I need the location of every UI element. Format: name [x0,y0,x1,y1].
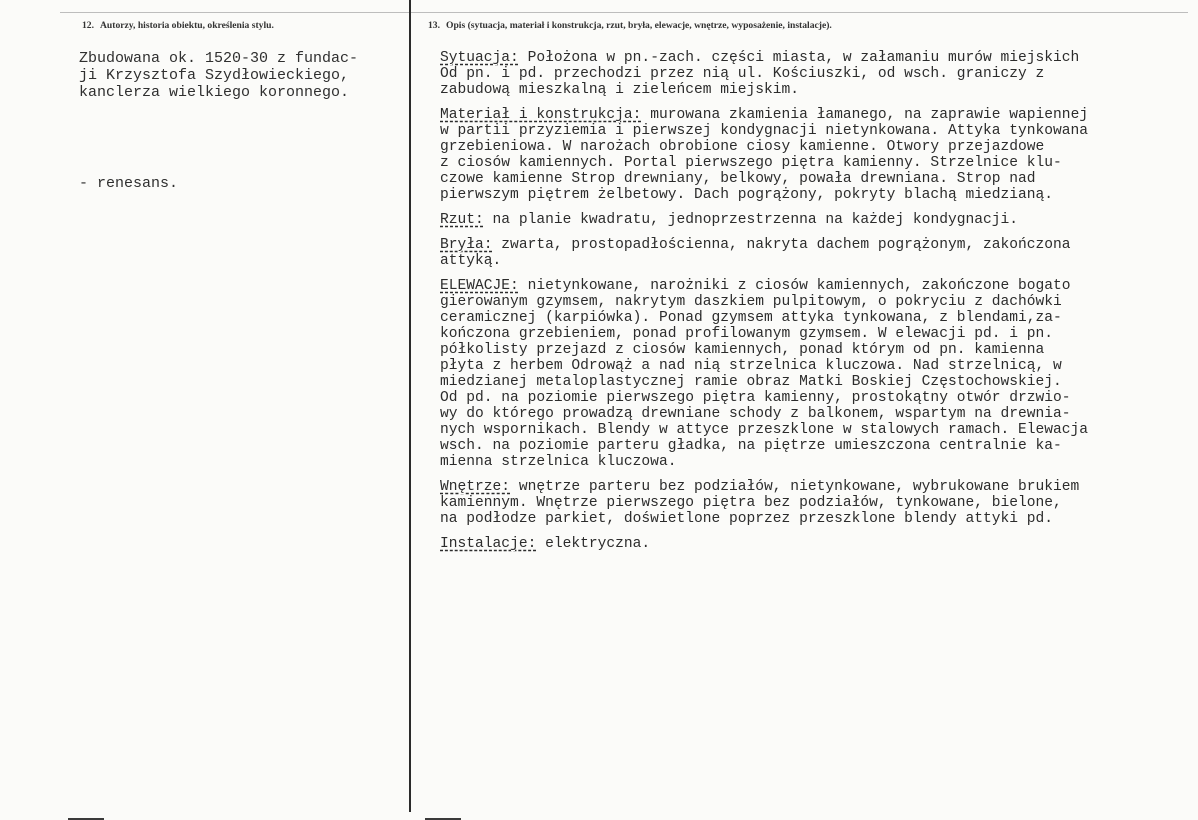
section-line: nych wspornikach. Blendy w attyce przeszklone w stalowych ramach. Elewacja [440,422,1089,438]
section-situation [440,50,1192,98]
section-label: Rzut: [440,212,484,228]
section-line: kamiennym. Wnętrze pierwszego piętra bez podziałów, tynkowane, bielone, [440,495,1062,511]
header-description-title: Opis (sytuacja, materiał i konstrukcja, rzut, bryła, elewacje, wnętrze, wyposażenie, instalacje). [446,20,832,31]
header-description-number: 13. [428,20,440,31]
section-line [440,278,1192,294]
section-text: na planie kwadratu, jednoprzestrzenna na każdej kondygnacji. [483,212,1019,228]
history-text [79,50,404,101]
section-label: Materiał i konstrukcja: [440,107,642,123]
section-line: pierwszym piętrem żelbetowy. Dach pogrążony, pokryty blachą miedzianą. [440,187,1054,203]
section-line: ceramicznej (karpiówka). Ponad gzymsem attyka tynkowana, z blendami,za- [440,310,1062,326]
section-line: kończona grzebieniem, ponad profilowanym gzymsem. W elewacji pd. i pn. [440,326,1054,342]
section-line: grzebieniowa. W narożach obrobione ciosy kamienne. Otwory przejazdowe [440,139,1045,155]
section-line [440,50,1192,66]
history-line: ji Krzysztofa Szydłowieckiego, [79,67,350,84]
top-rule [60,12,1188,13]
section-line: wy do którego prowadzą drewniane schody z balkonem, wspartym na drewnia- [440,406,1071,422]
section-line: mienna strzelnica kluczowa. [440,454,677,470]
section-line: zabudową mieszkalną i zieleńcem miejskim. [440,82,800,98]
section-label: ELEWACJE: [440,278,519,294]
section-label: Sytuacja: [440,50,519,66]
header-history-title: Autorzy, historia obiektu, określenia stylu. [100,20,274,31]
section-label: Instalacje: [440,536,537,552]
section-line [440,237,1192,253]
section-plan [440,212,1192,228]
section-installations [440,536,1192,552]
section-line [440,536,1192,552]
history-line: kanclerza wielkiego koronnego. [79,84,350,101]
section-material [440,107,1192,203]
section-text: Położona w pn.-zach. części miasta, w załamaniu murów miejskich [518,50,1080,66]
section-text: nietynkowane, narożniki z ciosów kamiennych, zakończone bogato [518,278,1071,294]
section-label: Wnętrze: [440,479,511,495]
description-text [440,50,1192,561]
section-line [440,212,1192,228]
section-elevations [440,278,1192,470]
section-line: miedzianej metaloplastycznej ramie obraz Matki Boskiej Częstochowskiej. [440,374,1062,390]
column-divider [409,0,411,812]
section-line: czowe kamienne Strop drewniany, belkowy, powała drewniana. Strop nad [440,171,1036,187]
section-massing [440,237,1192,269]
header-history-number: 12. [82,20,94,31]
section-line: na podłodze parkiet, doświetlone poprzez przeszklone blendy attyki pd. [440,511,1054,527]
section-line: płyta z herbem Odrowąż a nad nią strzelnica kluczowa. Nad strzelnicą, w [440,358,1062,374]
style-note: - renesans. [79,175,179,192]
header-description [428,20,832,31]
section-line: attyką. [440,253,502,269]
section-line: z ciosów kamiennych. Portal pierwszego piętra kamienny. Strzelnice klu- [440,155,1062,171]
section-line [440,479,1192,495]
section-line: Od pn. i pd. przechodzi przez nią ul. Kościuszki, od wsch. graniczy z [440,66,1045,82]
section-line [440,107,1192,123]
section-text: murowana zkamienia łamanego, na zaprawie wapiennej [641,107,1089,123]
section-interior [440,479,1192,527]
section-line: w partii przyziemia i pierwszej kondygnacji nietynkowana. Attyka tynkowana [440,123,1089,139]
section-line: gierowanym gzymsem, nakrytym daszkiem pulpitowym, o pokryciu z dachówki [440,294,1062,310]
section-text: zwarta, prostopadłościenna, nakryta dachem pogrążonym, zakończona [492,237,1071,253]
section-line: Od pd. na poziomie pierwszego piętra kamienny, prostokątny otwór drzwio- [440,390,1071,406]
history-line: Zbudowana ok. 1520-30 z fundac- [79,50,359,67]
section-line: półkolisty przejazd z ciosów kamiennych, ponad którym od pn. kamienna [440,342,1045,358]
header-history [82,20,274,31]
section-text: wnętrze parteru bez podziałów, nietynkowane, wybrukowane brukiem [510,479,1080,495]
section-label: Bryła: [440,237,493,253]
section-line: wsch. na poziomie parteru gładka, na piętrze umieszczona centralnie ka- [440,438,1062,454]
section-text: elektryczna. [536,536,651,552]
